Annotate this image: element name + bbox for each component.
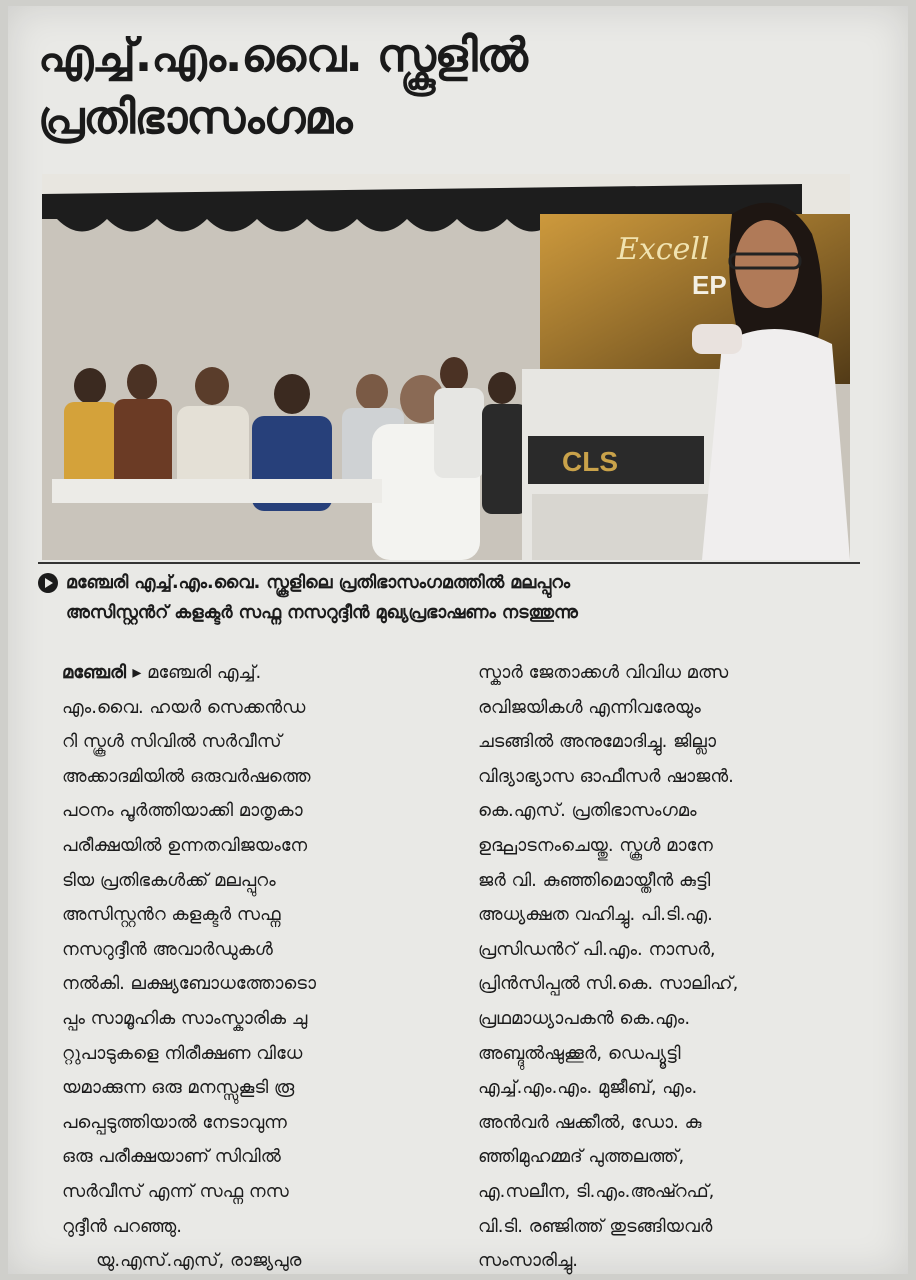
body-line: വി.ടി. രഞ്ജിത്ത് തുടങ്ങിയവർ xyxy=(478,1215,713,1237)
headline-line-2: പ്രതിഭാസംഗമം xyxy=(38,90,352,144)
body-line: യമാക്കുന്ന ഒരു മനസ്സുകൂടി രൂ xyxy=(62,1077,295,1099)
body-line: എം.വൈ. ഹയർ സെക്കൻഡ xyxy=(62,696,306,718)
body-line: അധ്യക്ഷത വഹിച്ചു. പി.ടി.എ. xyxy=(478,904,713,926)
body-line: അക്കാദമിയിൽ ഒരുവർഷത്തെ xyxy=(62,765,311,787)
caption-line-2: അസിസ്റ്റൻറ് കളക്ടർ സഫ്ന നസറുദ്ദീൻ മുഖ്യപ്രഭാഷണം നടത്തുന്നു xyxy=(66,603,578,623)
body-line: മഞ്ചേരി എച്ച്. xyxy=(141,662,262,683)
body-line: എ.സലീന, ടി.എം.അഷ്റഫ്, xyxy=(478,1180,715,1202)
caption-line-1: മഞ്ചേരി എച്ച്.എം.വൈ. സ്കൂളിലെ പ്രതിഭാസംഗമത്തിൽ മലപ്പുറം xyxy=(66,573,571,593)
body-line: റുദ്ദീൻ പറഞ്ഞു. xyxy=(62,1215,182,1237)
banner-sub-text: EP xyxy=(692,270,727,300)
body-line: സംസാരിച്ചു. xyxy=(478,1250,578,1272)
body-line: അൻവർ ഷക്കീൽ, ഡോ. കു xyxy=(478,1111,702,1133)
body-line: രവിജയികൾ എന്നിവരേയും xyxy=(478,696,701,718)
body-line: സ്കാർ ജേതാക്കൾ വിവിധ മത്സ xyxy=(478,662,729,683)
headline xyxy=(38,24,858,148)
body-line: പപ്പെടുത്തിയാൽ നേടാവുന്ന xyxy=(62,1111,287,1133)
podium-text: CLS xyxy=(562,446,618,477)
body-line: വിദ്യാഭ്യാസ ഓഫീസർ ഷാജൻ. xyxy=(478,765,734,787)
body-line: പ്രഥമാധ്യാപകൻ കെ.എം. xyxy=(478,1007,691,1029)
body-line: അസിസ്റ്റൻറ കളക്ടർ സഫ്ന xyxy=(62,904,281,926)
body-line-indented: യു.എസ്.എസ്, രാജ്യപുര xyxy=(96,1250,302,1272)
body-line: നസറുദ്ദീൻ അവാർഡുകൾ xyxy=(62,938,273,960)
body-line: പഠനം പൂർത്തിയാക്കി മാതൃകാ xyxy=(62,800,303,822)
banner-text: Excell xyxy=(617,232,710,267)
body-line: റി സ്കൂൾ സിവിൽ സർവീസ് xyxy=(62,731,282,753)
body-line: നൽകി. ലക്ഷ്യബോധത്തോടൊ xyxy=(62,973,316,995)
body-line: അബ്ദുൽഷുക്കൂർ, ഡെപ്യൂട്ടി xyxy=(478,1042,681,1064)
newspaper-clipping xyxy=(8,6,908,1274)
body-line: ഒരു പരീക്ഷയാണ് സിവിൽ xyxy=(62,1146,281,1168)
event-photo xyxy=(42,174,850,560)
article-column-left xyxy=(62,656,422,1279)
article-column-right xyxy=(478,656,838,1279)
body-line: റ്റുപാടുകളെ നിരീക്ഷണ വിധേ xyxy=(62,1042,303,1064)
body-line: പരീക്ഷയിൽ ഉന്നതവിജയംനേ xyxy=(62,834,308,856)
body-line: എച്ച്.എം.എം. മുജീബ്, എം. xyxy=(478,1077,698,1099)
body-line: പ്രസിഡൻറ് പി.എം. നാസർ, xyxy=(478,938,716,960)
play-bullet-icon xyxy=(38,573,58,593)
body-line: ടിയ പ്രതിഭകൾക്ക് മലപ്പുറം xyxy=(62,869,276,891)
body-line: സർവീസ് എന്ന് സഫ്ന നസ xyxy=(62,1180,289,1202)
body-line: ജർ വി. കുഞ്ഞിമൊയ്തീൻ കുട്ടി xyxy=(478,869,711,891)
headline-line-1: എച്ച്.എം.വൈ. സ്കൂളിൽ xyxy=(38,28,527,82)
body-line: പ്പം സാമൂഹിക സാംസ്കാരിക ചു xyxy=(62,1007,308,1029)
photo-caption xyxy=(66,568,856,628)
event-photo-illustration xyxy=(42,174,850,560)
body-line: ചടങ്ങിൽ അനുമോദിച്ചു. ജില്ലാ xyxy=(478,731,716,753)
body-line: കെ.എസ്. പ്രതിഭാസംഗമം xyxy=(478,800,697,822)
body-line: ഞ്ഞിമുഹമ്മദ് പുത്തലത്ത്, xyxy=(478,1146,685,1168)
caption-rule xyxy=(38,562,860,564)
body-line: പ്രിൻസിപ്പൽ സി.കെ. സാലിഹ്, xyxy=(478,973,739,995)
first-line xyxy=(62,656,422,691)
dateline: മഞ്ചേരി ▸ xyxy=(62,662,142,683)
body-line: ഉദ്ഘാടനംചെയ്തു. സ്കൂൾ മാനേ xyxy=(478,834,713,856)
